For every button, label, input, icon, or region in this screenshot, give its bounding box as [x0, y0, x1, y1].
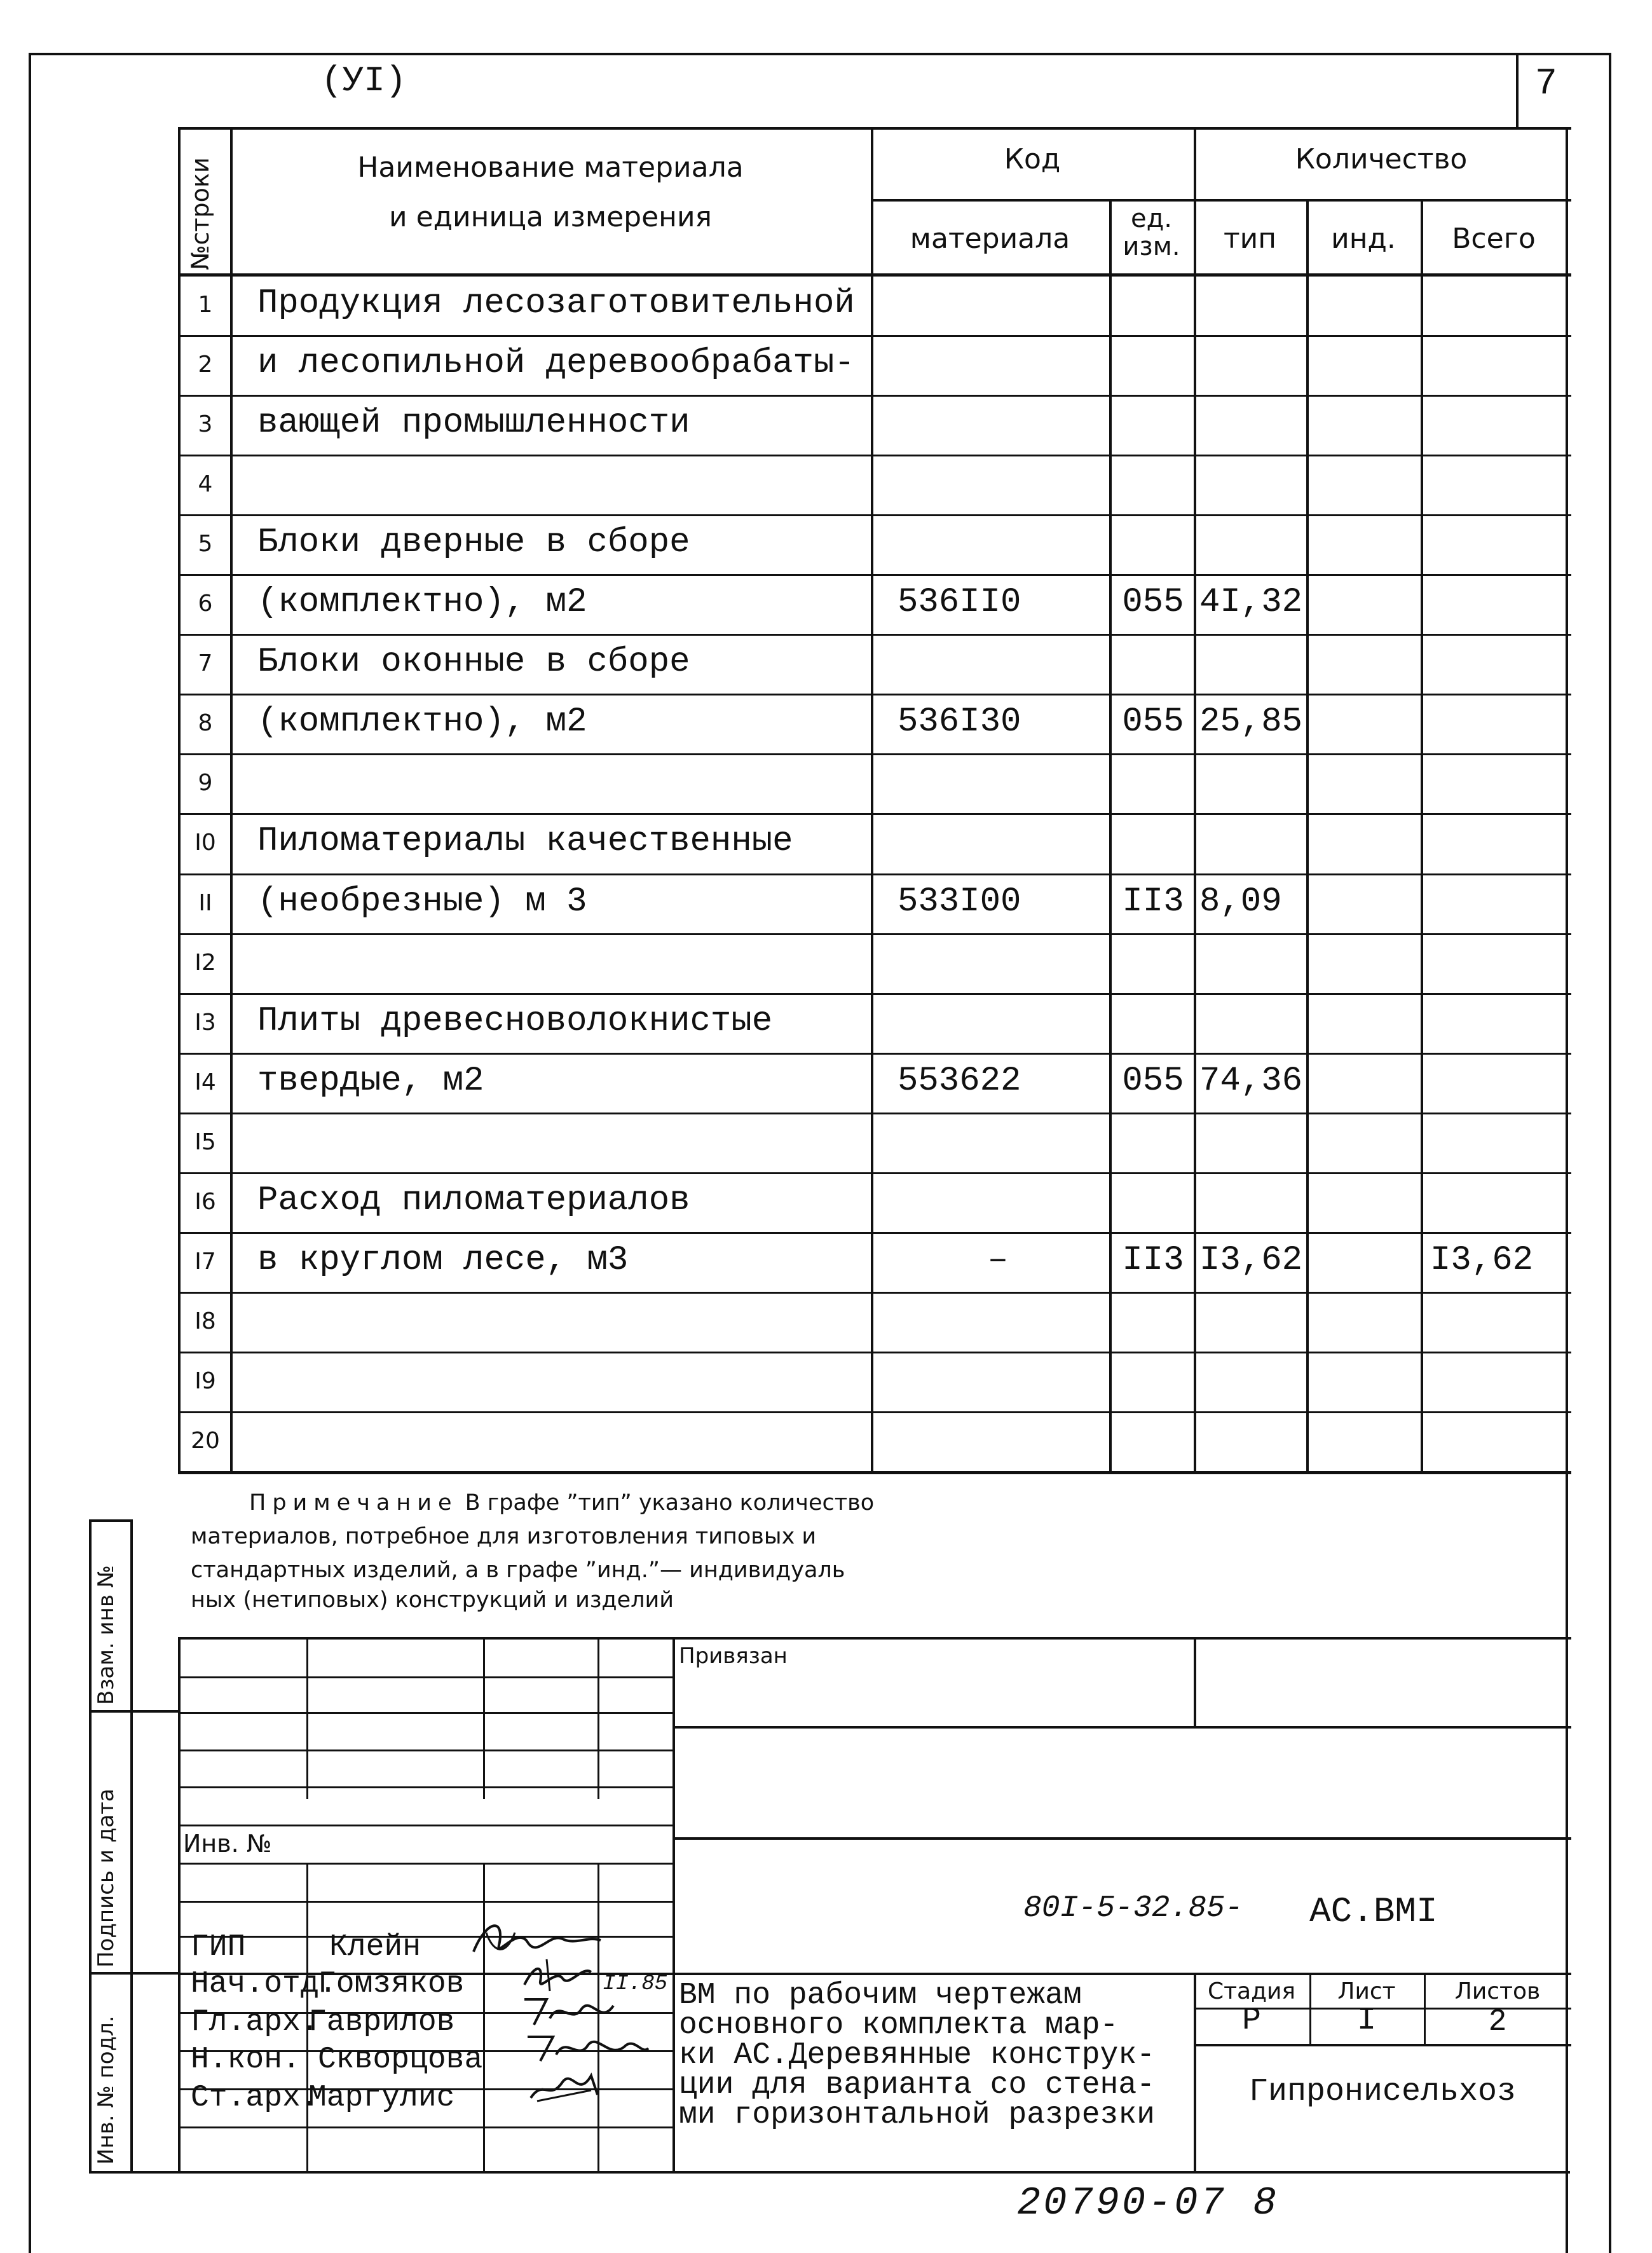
side-strip-line-1: [89, 1519, 132, 1522]
unit-code: 055: [1122, 702, 1184, 742]
row-number: 3: [198, 411, 213, 438]
signature-skvortsova: [524, 2029, 652, 2067]
material-code: –: [987, 1240, 1009, 1280]
stamp-col-3: [597, 1637, 599, 1799]
stamp-col-2: [483, 1637, 485, 1799]
stamp-role: Гл.арх.: [191, 2005, 319, 2039]
archive-number: 20790-07 8: [1017, 2181, 1280, 2226]
stamp-role: Нач.отд.: [191, 1967, 338, 2001]
row-number: 7: [198, 650, 213, 677]
material-code: 536II0: [898, 583, 1021, 622]
row-separator: [178, 455, 1571, 456]
organization: Гипронисельхоз: [1248, 2074, 1517, 2110]
table-bottom-line: [178, 1471, 1571, 1474]
material-name: Расход пиломатериалов: [257, 1181, 690, 1220]
stamp-left-line: [178, 1637, 181, 2173]
row-separator: [178, 873, 1571, 875]
row-number: II: [198, 889, 212, 916]
stage-values-line: [1194, 2044, 1571, 2046]
col-line-type: [1194, 127, 1196, 1472]
qty-total: I3,62: [1430, 1240, 1534, 1280]
signature-gavrilov: [521, 1993, 617, 2031]
document-mark: АС.ВМI: [1309, 1891, 1438, 1932]
row-separator: [178, 753, 1571, 755]
material-name: Блоки дверные в сборе: [257, 523, 690, 563]
material-code: 536I30: [898, 702, 1021, 742]
qty-type: I3,62: [1199, 1240, 1303, 1280]
stamp-role: ГИП: [191, 1930, 246, 1964]
row-number: I5: [195, 1128, 216, 1155]
col-line-unit: [1109, 200, 1112, 1472]
row-separator: [178, 813, 1571, 815]
header-split-line: [871, 199, 1571, 202]
note-label: Примечание: [249, 1490, 458, 1516]
header-qty-total: Всего: [1452, 223, 1536, 255]
unit-code: II3: [1122, 1240, 1184, 1280]
table-right-line: [1566, 127, 1568, 2253]
header-code: Код: [1004, 143, 1061, 175]
side-strip-line-3: [89, 1972, 178, 1975]
document-code: 80I-5-32.85-: [1023, 1891, 1243, 1926]
signature-margulis: [528, 2066, 604, 2107]
header-qty-type: тип: [1224, 223, 1276, 255]
header-code-unit: ед. изм.: [1123, 204, 1180, 261]
row-number: 6: [198, 591, 213, 617]
note-line-1: [191, 1486, 1017, 1520]
side-label-inv-podl: Инв. № подл.: [93, 2015, 119, 2165]
stamp-col-1: [306, 1637, 308, 1799]
row-number: I0: [195, 830, 216, 856]
qty-type: 8,09: [1199, 882, 1282, 921]
row-separator: [178, 933, 1571, 935]
material-name: (комплектно), м2: [257, 583, 587, 622]
page-number: 7: [1535, 64, 1557, 105]
material-name: Продукция лесозаготовительной: [257, 284, 855, 323]
material-name: вающей промышленности: [257, 404, 690, 443]
stamp-role: Н.кон.: [191, 2043, 301, 2077]
row-separator: [178, 1172, 1571, 1174]
qty-type: 74,36: [1199, 1061, 1303, 1100]
sheets-label: Листов: [1454, 1978, 1541, 2004]
doc-code-top: [672, 1837, 1571, 1840]
unit-code: II3: [1122, 882, 1184, 921]
side-strip-left: [89, 1519, 92, 2171]
stamp-title-line-2: основного комплекта мар-: [679, 2008, 1119, 2043]
col-line-total: [1421, 200, 1423, 1472]
header-name-line2: и единица измерения: [388, 201, 713, 233]
row-number: 2: [198, 352, 213, 378]
row-number: 9: [198, 770, 213, 797]
stamp-person-name: Клейн: [329, 1930, 421, 1964]
row-separator: [178, 1292, 1571, 1294]
stamp-row-13: [178, 2126, 674, 2128]
stamp-row-2: [178, 1712, 674, 1714]
row-separator: [178, 1053, 1571, 1055]
row-number: 4: [198, 471, 213, 498]
unit-code: 055: [1122, 583, 1184, 622]
row-number: 5: [198, 531, 213, 558]
privyazan-label: Привязан: [679, 1643, 788, 1669]
col-line-ind: [1306, 200, 1309, 1472]
stamp-person-name: Маргулис: [308, 2081, 455, 2115]
stamp-date: II.85: [603, 1972, 668, 1996]
stamp-col-2b: [483, 1863, 485, 2171]
row-number: I2: [195, 949, 216, 976]
col-line-code: [871, 127, 873, 1472]
header-bottom-line: [178, 273, 1571, 277]
row-number: I4: [195, 1069, 216, 1095]
inv-no-label: Инв. №: [183, 1830, 272, 1858]
row-number: I8: [195, 1308, 216, 1334]
row-number: I9: [195, 1367, 216, 1394]
row-number: I3: [195, 1009, 216, 1036]
unit-code: 055: [1122, 1061, 1184, 1100]
header-qty-ind: инд.: [1331, 223, 1396, 255]
qty-type: 25,85: [1199, 702, 1303, 742]
material-name: твердые, м2: [257, 1061, 484, 1100]
row-number: 1: [198, 292, 213, 318]
row-separator: [178, 514, 1571, 516]
page-number-separator: [1516, 53, 1519, 129]
stamp-title-line-5: ми горизонтальной разрезки: [679, 2098, 1155, 2132]
row-separator: [178, 1113, 1571, 1114]
side-strip-line-4: [89, 2171, 1570, 2174]
stamp-row-6: [178, 1863, 674, 1865]
header-quantity: Количество: [1295, 143, 1468, 175]
stamp-title-line-4: ции для варианта со стена-: [679, 2068, 1155, 2102]
sheet-label: Лист: [1337, 1978, 1396, 2004]
stamp-row-4: [178, 1786, 674, 1788]
note-line-2: материалов, потребное для изготовления типовых и: [191, 1524, 817, 1549]
stamp-person-name: Скворцова: [318, 2043, 483, 2077]
material-name: (комплектно), м2: [257, 702, 587, 742]
material-code: 533I00: [898, 882, 1021, 921]
sheet-marker: (УI): [321, 60, 407, 101]
stamp-row-7: [178, 1901, 674, 1903]
stamp-top-line: [178, 1637, 1571, 1640]
privyazan-divider: [1194, 1637, 1196, 1726]
row-separator: [178, 1352, 1571, 1353]
stage-label: Стадия: [1207, 1978, 1296, 2004]
note-text-1: В графе ”тип” указано количество: [458, 1490, 875, 1516]
row-number: I7: [195, 1248, 216, 1275]
stamp-person-name: Гаврилов: [308, 2005, 455, 2039]
material-name: в круглом лесе, м3: [257, 1240, 629, 1280]
row-separator: [178, 1232, 1571, 1234]
row-separator: [178, 694, 1571, 695]
header-name-line1: Наименование материала: [357, 151, 744, 184]
row-number: 8: [198, 710, 213, 737]
note-line-4: ных (нетиповых) конструкций и изделий: [191, 1587, 674, 1613]
material-name: Пиломатериалы качественные: [257, 822, 793, 861]
stamp-divider: [672, 1637, 675, 2173]
table-top-line: [178, 127, 1571, 130]
row-number: 20: [191, 1427, 220, 1454]
stamp-person-name: Гомзяков: [318, 1967, 465, 2001]
header-code-material: материала: [910, 223, 1070, 255]
side-label-podpis: Подпись и дата: [93, 1788, 119, 1968]
stamp-role: Ст.арх.: [191, 2081, 319, 2115]
material-name: Плиты древесноволокнистые: [257, 1001, 773, 1041]
row-separator: [178, 634, 1571, 636]
privyazan-bottom: [672, 1726, 1571, 1729]
note-block: [191, 1486, 1017, 1613]
row-separator: [178, 395, 1571, 397]
note-line-3: стандартных изделий, а в графе ”инд.”— индивидуаль: [191, 1558, 845, 1583]
row-separator: [178, 574, 1571, 576]
sheet-value: I: [1356, 2003, 1376, 2039]
side-label-vzam: Взам. инв №: [93, 1565, 119, 1705]
sheets-value: 2: [1488, 2005, 1507, 2039]
side-strip-line-2: [89, 1710, 178, 1713]
material-name: Блоки оконные в сборе: [257, 643, 690, 682]
material-name: и лесопильной деревообрабаты-: [257, 344, 855, 383]
stage-value: Р: [1241, 2003, 1261, 2039]
header-row-number: №строки: [186, 157, 214, 270]
stamp-title-line-1: ВМ по рабочим чертежам: [679, 1978, 1082, 2013]
row-separator: [178, 1411, 1571, 1413]
row-separator: [178, 993, 1571, 995]
material-code: 553622: [898, 1061, 1021, 1100]
stamp-title: [679, 1978, 1155, 2132]
stamp-row-3: [178, 1750, 674, 1751]
stamp-title-line-3: ки АС.Деревянные конструк-: [679, 2038, 1155, 2072]
side-strip-right: [130, 1519, 133, 2171]
material-name: (необрезные) м 3: [257, 882, 587, 921]
row-separator: [178, 335, 1571, 337]
stamp-row-5: [178, 1825, 674, 1826]
qty-type: 4I,32: [1199, 583, 1303, 622]
stamp-row-1: [178, 1676, 674, 1678]
row-number: I6: [195, 1188, 216, 1215]
signature-gomzyakov: [521, 1953, 597, 1997]
